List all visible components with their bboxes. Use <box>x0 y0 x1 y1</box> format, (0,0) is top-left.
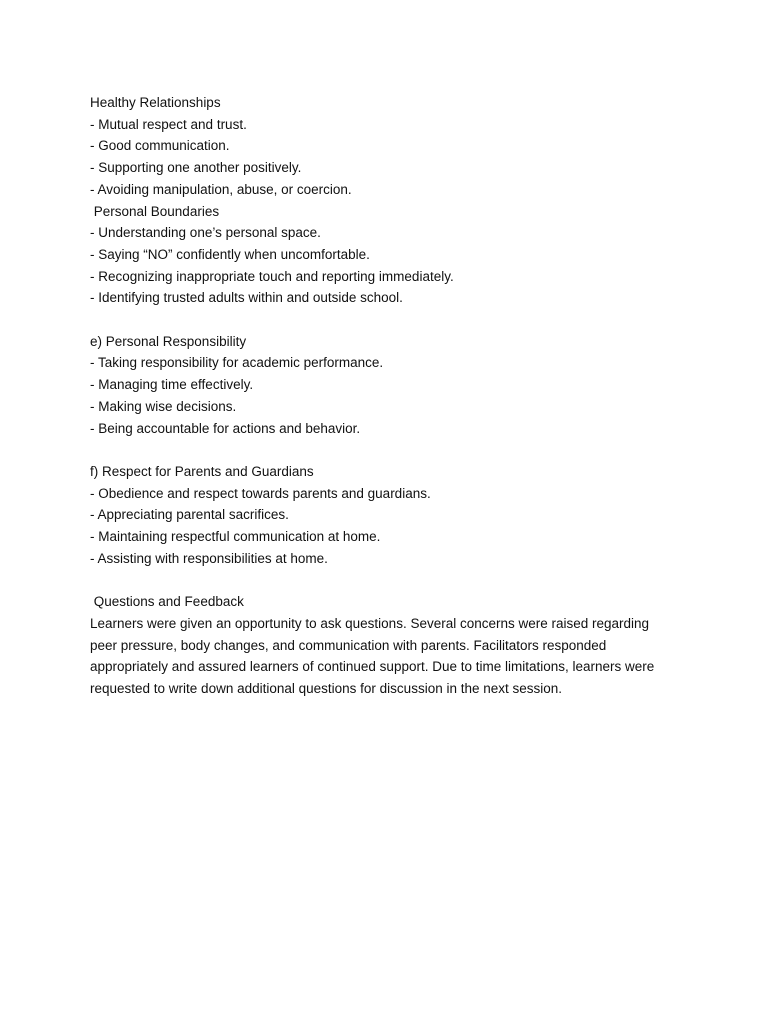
section-heading: Healthy Relationships <box>90 95 221 110</box>
paragraph-line: appropriately and assured learners of continued support. Due to time limitations, learners were <box>90 659 655 675</box>
section-healthy-relationships <box>90 92 690 201</box>
list-item: - Mutual respect and trust. <box>90 116 247 132</box>
list-item: - Understanding one’s personal space. <box>90 225 321 241</box>
document-page <box>90 92 690 700</box>
list-item: - Saying “NO” confidently when uncomfortable. <box>90 246 370 262</box>
section-questions-feedback <box>90 591 690 700</box>
list-item: - Identifying trusted adults within and outside school. <box>90 290 403 306</box>
list-item: - Recognizing inappropriate touch and reporting immediately. <box>90 268 454 284</box>
blank-line <box>90 439 690 461</box>
paragraph-line: peer pressure, body changes, and communication with parents. Facilitators responded <box>90 637 607 653</box>
list-item: - Taking responsibility for academic performance. <box>90 355 384 371</box>
paragraph-line: requested to write down additional questions for discussion in the next session. <box>90 680 563 696</box>
section-heading: e) Personal Responsibility <box>90 333 247 349</box>
blank-line <box>90 309 690 331</box>
section-respect-parents <box>90 461 690 570</box>
list-item: - Assisting with responsibilities at home. <box>90 550 328 566</box>
list-item: - Making wise decisions. <box>90 398 237 414</box>
section-personal-boundaries <box>90 201 690 310</box>
list-item: - Appreciating parental sacrifices. <box>90 507 289 523</box>
blank-line <box>90 569 690 591</box>
list-item: - Good communication. <box>90 138 230 154</box>
section-heading: Personal Boundaries <box>90 203 220 219</box>
section-heading: f) Respect for Parents and Guardians <box>90 463 314 479</box>
list-item: - Avoiding manipulation, abuse, or coercion. <box>90 181 352 197</box>
list-item: - Supporting one another positively. <box>90 160 302 176</box>
paragraph-line: Learners were given an opportunity to ask questions. Several concerns were raised regarding <box>90 615 650 631</box>
list-item: - Being accountable for actions and behavior. <box>90 420 361 436</box>
list-item: - Managing time effectively. <box>90 377 254 393</box>
section-heading: Questions and Feedback <box>90 594 244 610</box>
list-item: - Obedience and respect towards parents and guardians. <box>90 485 431 501</box>
section-personal-responsibility <box>90 331 690 440</box>
list-item: - Maintaining respectful communication at home. <box>90 529 381 545</box>
